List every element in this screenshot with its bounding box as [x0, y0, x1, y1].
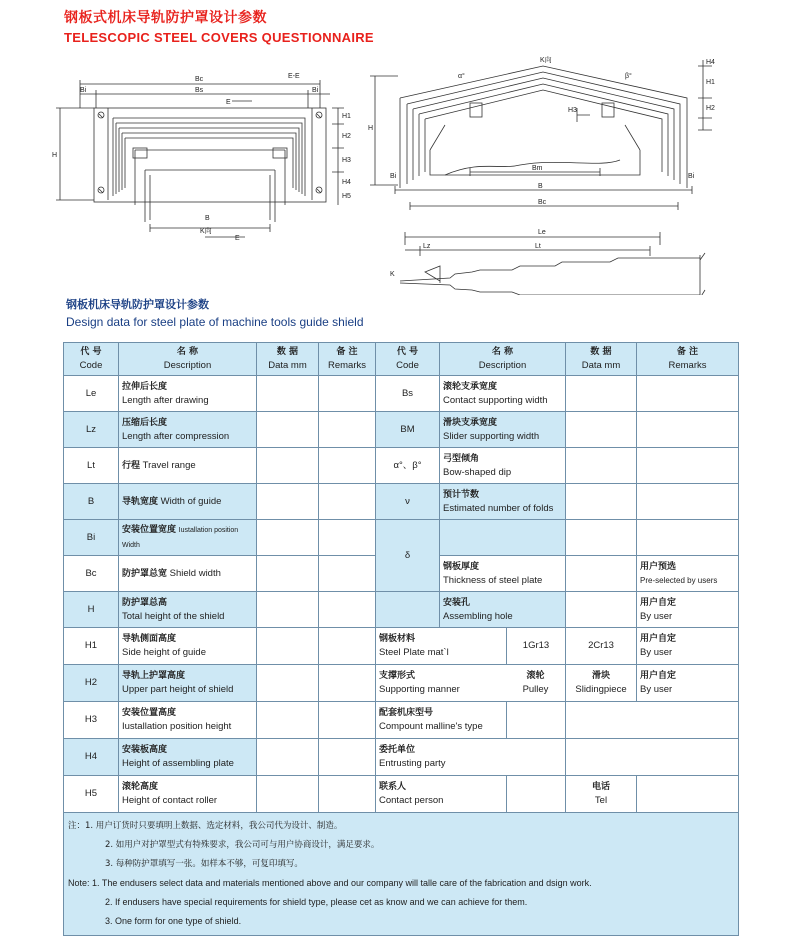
- dim-bs: Bs: [195, 87, 204, 94]
- code-cell: BM: [376, 412, 440, 448]
- data-input-cell[interactable]: [257, 520, 319, 556]
- dim-h-right: H: [368, 125, 374, 132]
- title-english: TELESCOPIC STEEL COVERS QUESTIONNAIRE: [64, 30, 374, 45]
- remarks-input-cell[interactable]: [319, 776, 376, 813]
- remarks-input-cell[interactable]: [637, 412, 739, 448]
- table-row: [64, 776, 739, 813]
- dim-lt: Lt: [535, 243, 541, 250]
- material-option-2cr13[interactable]: 2Cr13: [566, 628, 637, 665]
- description-cell: 导轨上护罩高度 Upper part height of shield: [119, 665, 257, 702]
- remarks-input-cell[interactable]: [319, 376, 376, 412]
- support-option-pulley[interactable]: 滚轮 Pulley: [522, 671, 549, 695]
- dim-h: H: [52, 152, 58, 159]
- base-plate: [94, 108, 326, 202]
- dim-lz: Lz: [423, 243, 431, 250]
- view-k-arrow: K: [390, 271, 395, 278]
- remarks-cell: 用户预选 Pre-selected by users: [637, 556, 739, 592]
- table-row: [64, 665, 739, 702]
- remarks-input-cell[interactable]: [319, 484, 376, 520]
- remarks-cell: 用户自定 By user: [637, 628, 739, 665]
- tel-label-cell: 电话 Tel: [566, 776, 637, 813]
- table-row: [64, 484, 739, 520]
- section-e-bottom: E: [235, 235, 240, 242]
- code-cell: Lt: [64, 448, 119, 484]
- material-option-1gr13[interactable]: 1Gr13: [506, 628, 565, 664]
- remarks-input-cell[interactable]: [319, 702, 376, 739]
- section-e-top: E: [226, 99, 231, 106]
- tel-input-cell[interactable]: [637, 776, 739, 813]
- description-cell: 拉伸后长度 Length after drawing: [119, 376, 257, 412]
- remarks-input-cell[interactable]: [319, 739, 376, 776]
- remarks-input-cell[interactable]: [637, 484, 739, 520]
- note-cn-2: 2. 如用户对护罩型式有特殊要求，我公司可与用户协商设计，满足要求。: [105, 840, 380, 850]
- description-cell: 防护罩总宽 Shield width: [119, 556, 257, 592]
- dim-le: Le: [538, 229, 546, 236]
- notes-cell: [64, 813, 739, 936]
- data-input-cell[interactable]: [257, 592, 319, 628]
- table-row: [64, 376, 739, 412]
- table-header-row: [64, 343, 739, 376]
- remarks-input-cell[interactable]: [637, 376, 739, 412]
- data-input-cell[interactable]: [566, 520, 637, 556]
- code-cell: H5: [64, 776, 119, 813]
- description-cell: 钢板厚度 Thickness of steel plate: [440, 556, 566, 592]
- code-cell: H: [64, 592, 119, 628]
- code-cell: Le: [64, 376, 119, 412]
- dim-h1: H1: [342, 113, 351, 120]
- description-cell: 安装板高度 Height of assembling plate: [119, 739, 257, 776]
- header-code-right: 代 号 Code: [376, 343, 440, 376]
- dim-bi-left: Bi: [80, 87, 87, 94]
- note-en-1: Note: 1. The endusers select data and materials mentioned above and our company will talle care of the fabrication and dsign work.: [68, 878, 592, 888]
- remarks-cell: 用户自定 By user: [637, 665, 739, 702]
- header-description-right: 名 称 Description: [440, 343, 566, 376]
- note-en-2: 2. If endusers have special requirements for shield type, please cet as know and we can achieve for them.: [105, 897, 528, 907]
- entrusting-party-input[interactable]: [506, 739, 565, 775]
- remarks-input-cell[interactable]: [319, 412, 376, 448]
- dim-bi-right: Bi: [312, 87, 319, 94]
- support-option-slidingpiece[interactable]: 滑块 Slidingpiece: [566, 665, 637, 702]
- code-cell: Bi: [64, 520, 119, 556]
- data-input-cell[interactable]: [257, 628, 319, 665]
- dim-b: B: [205, 215, 210, 222]
- angle-beta: β°: [625, 73, 632, 80]
- table-row: [64, 592, 739, 628]
- data-input-cell[interactable]: [257, 665, 319, 702]
- code-cell: H3: [64, 702, 119, 739]
- remarks-input-cell[interactable]: [637, 520, 739, 556]
- title-chinese: 钢板式机床导轨防护罩设计参数: [64, 10, 267, 26]
- code-cell: Bs: [376, 376, 440, 412]
- table-row: [64, 412, 739, 448]
- description-cell: 安装位置宽度 Iustallation position Width: [119, 520, 257, 556]
- remarks-input-cell[interactable]: [319, 448, 376, 484]
- dim-h2-right: H2: [706, 105, 715, 112]
- header-data-right: 数 据 Data mm: [566, 343, 637, 376]
- dim-bi-right-right: Bi: [688, 173, 695, 180]
- dim-h2: H2: [342, 133, 351, 140]
- notes-row: [64, 813, 739, 936]
- dim-bc-right: Bc: [538, 199, 547, 206]
- data-input-cell[interactable]: [257, 484, 319, 520]
- data-input-cell[interactable]: [257, 739, 319, 776]
- description-cell: 安装位置高度 Iustallation position height: [119, 702, 257, 739]
- subtitle-english: Design data for steel plate of machine tools guide shield: [66, 315, 364, 329]
- data-input-cell[interactable]: [257, 702, 319, 739]
- machine-type-input[interactable]: [506, 702, 565, 738]
- data-input-cell[interactable]: [257, 776, 319, 813]
- description-cell: 弓型倾角 Bow-shaped dip: [440, 448, 566, 484]
- header-remarks-right: 备 注 Remarks: [637, 343, 739, 376]
- code-cell: B: [64, 484, 119, 520]
- remarks-input-cell[interactable]: [319, 665, 376, 702]
- table-row: [64, 702, 739, 739]
- description-cell: 导轨宽度 Width of guide: [119, 484, 257, 520]
- code-cell: H4: [64, 739, 119, 776]
- table-row: [64, 448, 739, 484]
- description-cell: 安装孔 Assembling hole: [440, 592, 566, 628]
- data-input-cell[interactable]: [257, 556, 319, 592]
- angle-alpha: α°: [458, 73, 465, 80]
- dim-h4: H4: [342, 179, 351, 186]
- technical-drawing: [0, 0, 790, 295]
- remarks-input-cell[interactable]: [319, 556, 376, 592]
- code-cell-delta: δ: [376, 520, 440, 592]
- description-cell: 压缩后长度 Length after compression: [119, 412, 257, 448]
- dim-bc: Bc: [195, 76, 204, 83]
- data-input-cell[interactable]: [566, 484, 637, 520]
- note-cn-3: 3. 每种防护罩填写一张。如样本不够，可复印填写。: [105, 859, 303, 869]
- code-cell-empty: [376, 592, 440, 628]
- dim-bi-left-right: Bi: [390, 173, 397, 180]
- table-row: [64, 739, 739, 776]
- remarks-input-cell[interactable]: [319, 628, 376, 665]
- note-en-3: 3. One form for one type of shield.: [105, 916, 242, 926]
- header-description: 名 称 Description: [119, 343, 257, 376]
- remarks-cell: 用户自定 By user: [637, 592, 739, 628]
- subtitle-chinese: 钢板机床导轨防护罩设计参数: [66, 298, 209, 311]
- data-input-cell[interactable]: [566, 556, 637, 592]
- dim-bm: Bm: [532, 165, 543, 172]
- note-cn-1: 注：1. 用户订货时只要填明上数据、选定材料，我公司代为设计、制造。: [68, 821, 343, 831]
- header-data: 数 据 Data mm: [257, 343, 319, 376]
- remarks-input-cell[interactable]: [319, 520, 376, 556]
- dim-h4-right: H4: [706, 59, 715, 66]
- header-code: 代 号 Code: [64, 343, 119, 376]
- contact-person-input[interactable]: [506, 776, 565, 812]
- data-input-cell[interactable]: [566, 412, 637, 448]
- description-cell: 滑块支承宽度 Slider supporting width: [440, 412, 566, 448]
- entrusting-party-cell: 委托单位 Entrusting party: [376, 739, 566, 776]
- dim-b-right: B: [538, 183, 543, 190]
- questionnaire-table: [63, 342, 739, 936]
- description-cell: 防护罩总高 Total height of the shield: [119, 592, 257, 628]
- dim-h3-right: H3: [568, 107, 577, 114]
- data-input-cell[interactable]: [566, 448, 637, 484]
- code-cell: Bc: [64, 556, 119, 592]
- machine-type-cell: 配套机床型号 Compount malline's type: [376, 702, 566, 739]
- table-row: [64, 520, 739, 556]
- description-cell: 预计节数 Estimated number of folds: [440, 484, 566, 520]
- data-input-cell[interactable]: [566, 592, 637, 628]
- data-input-cell[interactable]: [257, 376, 319, 412]
- header-remarks: 备 注 Remarks: [319, 343, 376, 376]
- contact-person-cell: 联系人 Contact person: [376, 776, 566, 813]
- view-k-right: K向: [540, 57, 552, 64]
- support-cell: 支撑形式 Supporting manner 滚轮 Pulley: [376, 665, 566, 702]
- dim-h5: H5: [342, 193, 351, 200]
- data-input-cell[interactable]: [566, 376, 637, 412]
- description-cell: 滚轮支承宽度 Contact supporting width: [440, 376, 566, 412]
- description-cell: 导轨侧面高度 Side height of guide: [119, 628, 257, 665]
- description-cell: 滚轮高度 Height of contact roller: [119, 776, 257, 813]
- remarks-input-cell[interactable]: [637, 448, 739, 484]
- material-cell: 钢板材料 Steel Plate mat`l 1Gr13: [376, 628, 566, 665]
- description-cell: 行程 Travel range: [119, 448, 257, 484]
- section-ee: E-E: [288, 73, 300, 80]
- code-cell: H1: [64, 628, 119, 665]
- code-cell: Lz: [64, 412, 119, 448]
- entrusting-party-input-wide[interactable]: [566, 739, 739, 776]
- code-cell: ν: [376, 484, 440, 520]
- table-row: [64, 628, 739, 665]
- data-input-cell[interactable]: [257, 412, 319, 448]
- description-cell-empty: [440, 520, 566, 556]
- code-cell: α°、β°: [376, 448, 440, 484]
- data-input-cell[interactable]: [257, 448, 319, 484]
- remarks-input-cell[interactable]: [319, 592, 376, 628]
- view-k: K向: [200, 228, 212, 235]
- dim-h3: H3: [342, 157, 351, 164]
- dim-h1-right: H1: [706, 79, 715, 86]
- code-cell: H2: [64, 665, 119, 702]
- machine-type-input-wide[interactable]: [566, 702, 739, 739]
